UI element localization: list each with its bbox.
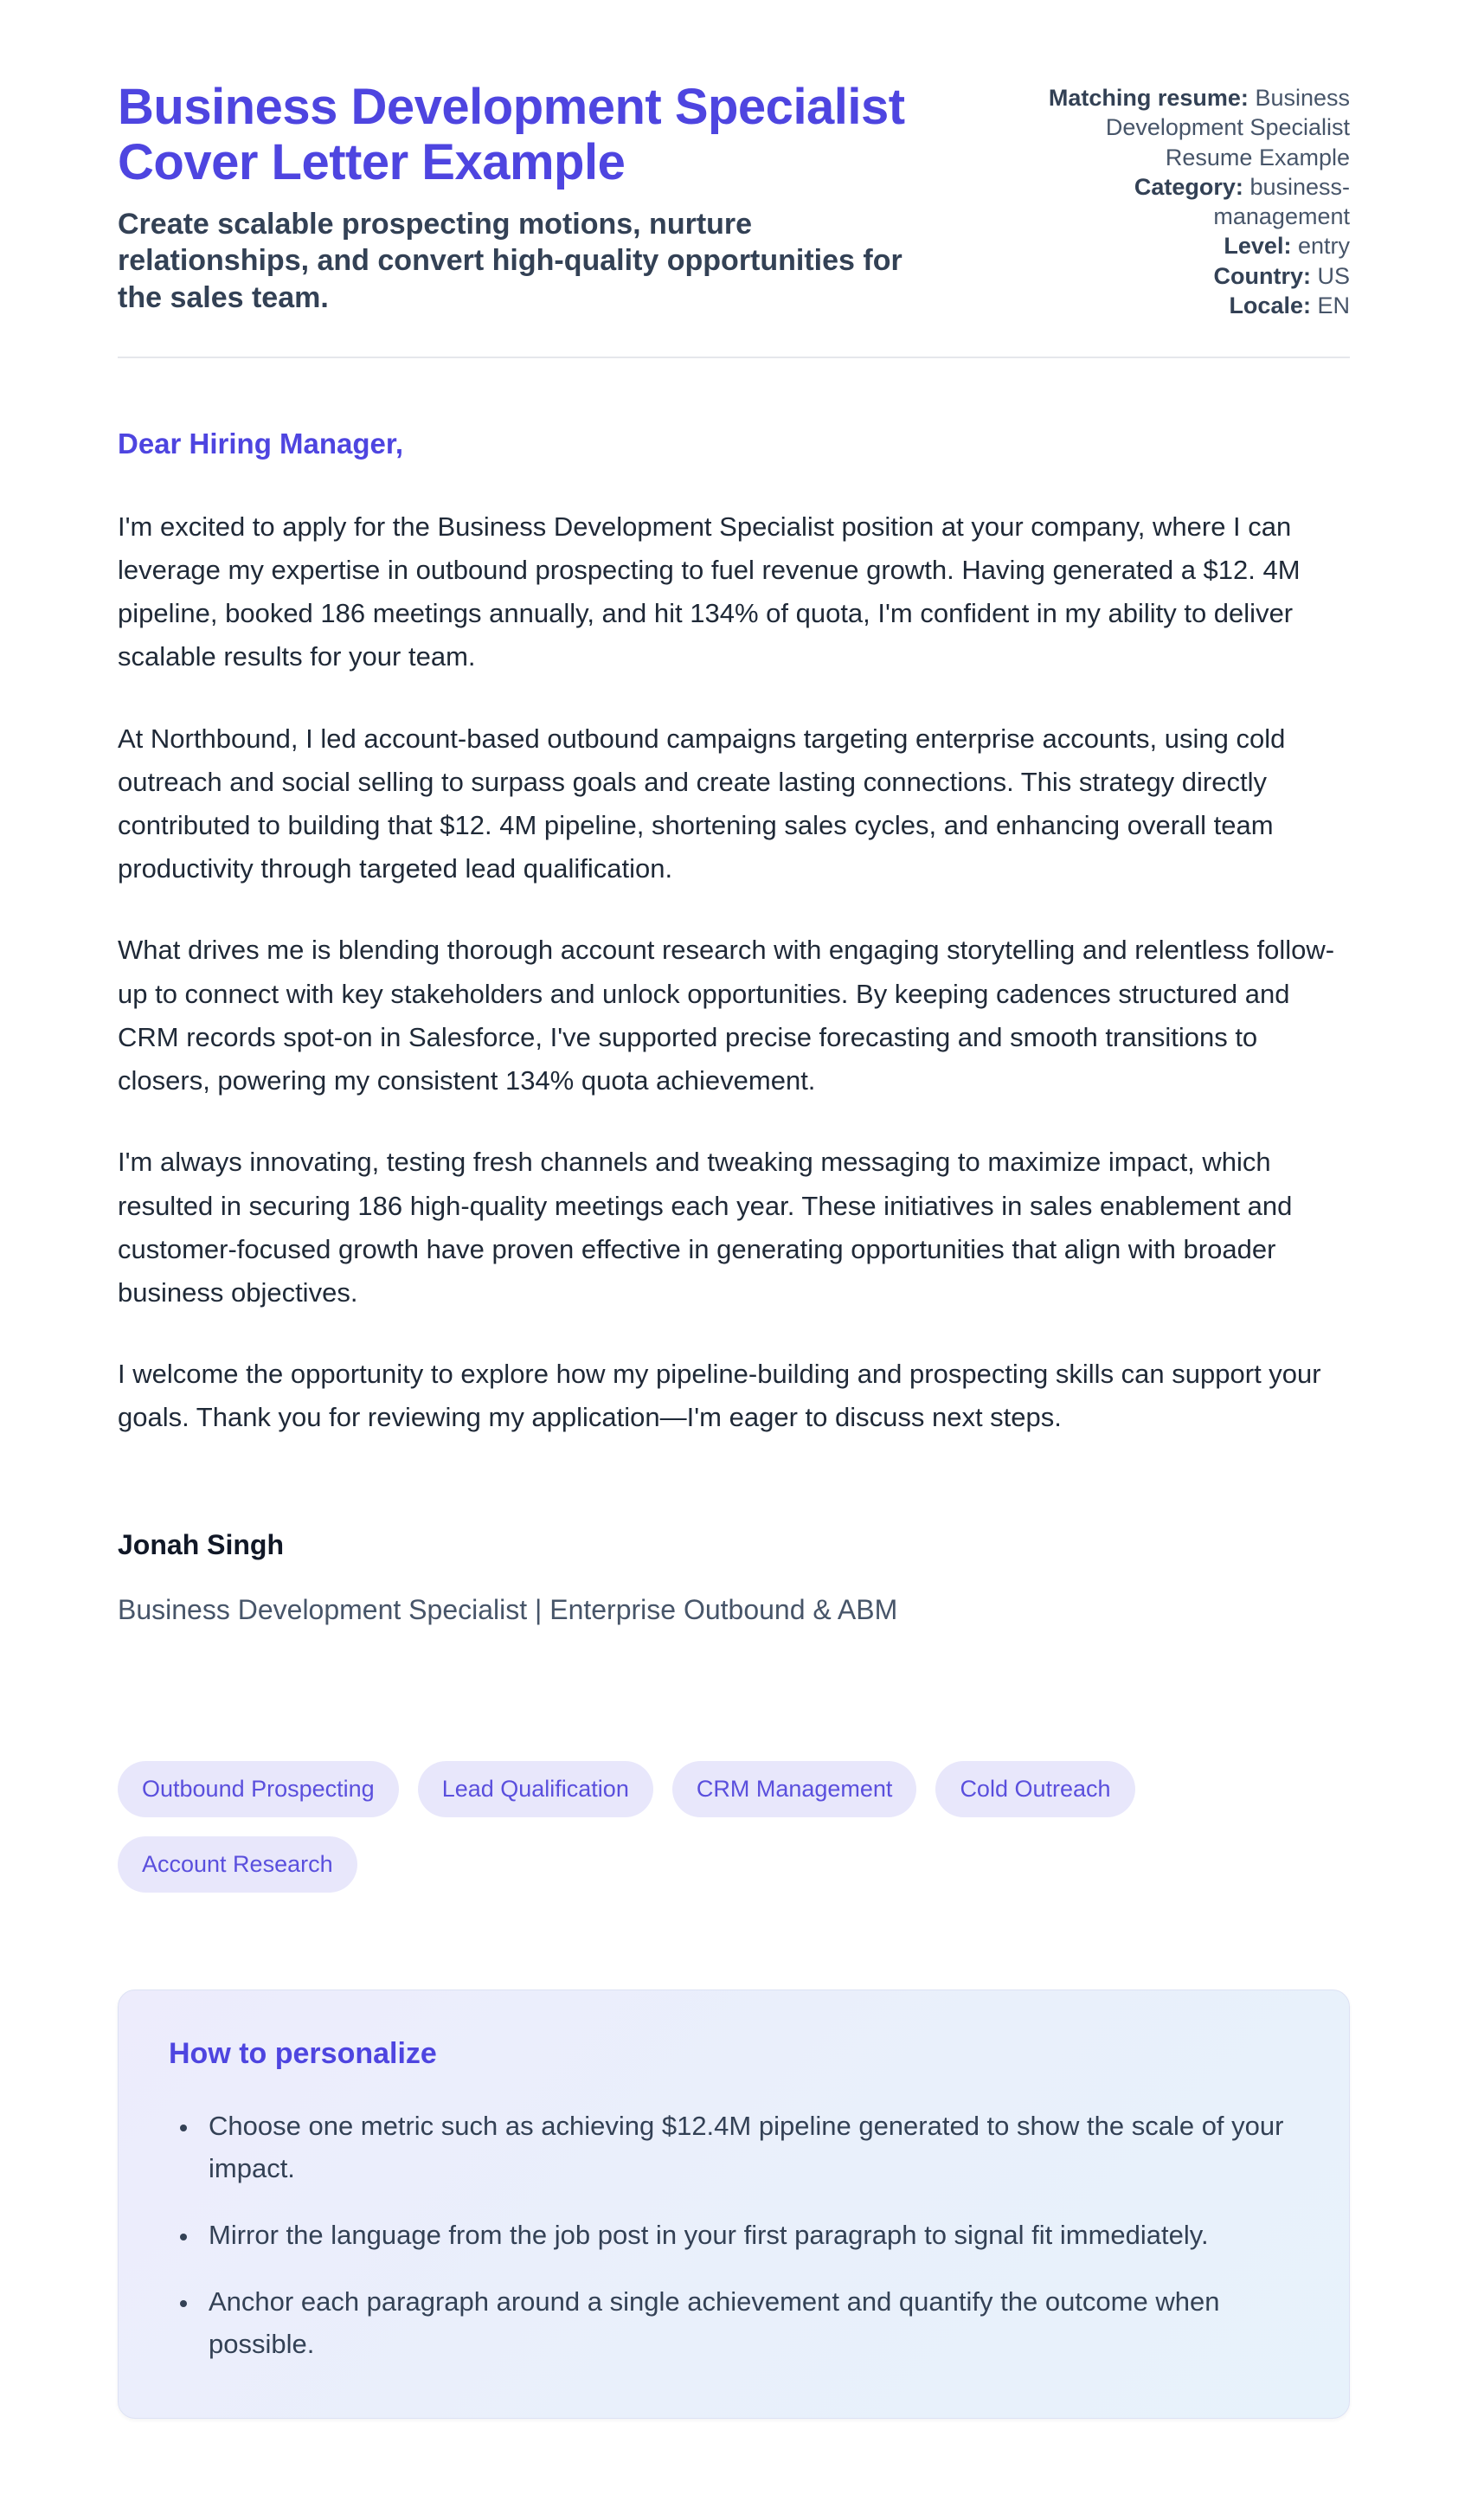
meta-label: Country: xyxy=(1213,262,1311,289)
personalize-tip-2: • Mirror the language from the job post in your first paragraph to signal fit immediately. xyxy=(200,2215,1301,2257)
personalize-title: How to personalize xyxy=(169,2037,437,2071)
header-title-block xyxy=(118,80,966,317)
letter-paragraph-3: What drives me is blending thorough account research with engaging storytelling and relentless follow-up to connect with key stakeholders and unlock opportunities. By keeping cadences structured and CRM records spot-on in Salesforce, I've supported precise forecasting and smooth transitions to closers, powering my consistent 134% quota achievement. xyxy=(118,935,1335,1096)
meta-value: Business Development Specialist Resume Example xyxy=(1105,85,1350,170)
meta-value: US xyxy=(1317,262,1350,289)
skill-tag-list xyxy=(118,1761,1350,1893)
skill-tag-account-research: Account Research xyxy=(118,1836,357,1893)
letter-paragraph-1: I'm excited to apply for the Business Development Specialist position at your company, where I can leverage my expertise in outbound prospecting to fuel revenue growth. Having generated a $12. 4M pipeline, booked 186 meetings annually, and hit 134% of quota, I'm confident in my ability to deliver scalable results for your team. xyxy=(118,511,1301,672)
signature-role: Business Development Specialist | Enterprise Outbound & ABM xyxy=(118,1594,898,1626)
salutation: Dear Hiring Manager, xyxy=(118,428,404,460)
skill-tag-outbound-prospecting: Outbound Prospecting xyxy=(118,1761,399,1817)
meta-label: Matching resume: xyxy=(1048,85,1249,111)
signature-name: Jonah Singh xyxy=(118,1528,284,1560)
skill-tag-crm-management: CRM Management xyxy=(672,1761,917,1817)
skill-tag-lead-qualification: Lead Qualification xyxy=(418,1761,653,1817)
page-title: Business Development Specialist Cover Letter Example xyxy=(118,79,905,190)
meta-label: Category: xyxy=(1134,173,1243,200)
meta-value: entry xyxy=(1297,233,1350,260)
meta-category xyxy=(1045,172,1350,232)
personalize-tip-1: • Choose one metric such as achieving $12.4M pipeline generated to show the scale of your impact. xyxy=(200,2105,1301,2190)
meta-locale xyxy=(1045,291,1350,320)
letter-paragraph-2: At Northbound, I led account-based outbound campaigns targeting enterprise accounts, using cold outreach and social selling to surpass goals and create lasting connections. This strategy directly contributed to building that $12. 4M pipeline, shortening sales cycles, and enhancing overall team productivity through targeted lead qualification. xyxy=(118,723,1286,884)
personalize-tip-3: • Anchor each paragraph around a single achievement and quantify the outcome when possible. xyxy=(200,2281,1301,2366)
meta-country xyxy=(1045,261,1350,291)
header xyxy=(118,80,1350,320)
skill-tag-cold-outreach: Cold Outreach xyxy=(935,1761,1134,1817)
personalize-tip-list xyxy=(169,2105,1301,2366)
meta-label: Level: xyxy=(1224,233,1292,260)
meta-matching-resume xyxy=(1045,83,1350,172)
meta-label: Locale: xyxy=(1229,292,1311,318)
cover-letter-body xyxy=(118,421,1350,1633)
letter-paragraph-5: I welcome the opportunity to explore how my pipeline-building and prospecting skills can support your goals. Thank you for reviewing my application—I'm eager to discuss next steps. xyxy=(118,1359,1321,1433)
meta-value: EN xyxy=(1317,292,1350,318)
letter-paragraph-4: I'm always innovating, testing fresh channels and tweaking messaging to maximize impact, which resulted in securing 186 high-quality meetings each year. These initiatives in sales enablement and customer-focused growth have proven effective in generating opportunities that align with broader business objectives. xyxy=(118,1147,1293,1308)
meta-value: business-management xyxy=(1213,173,1350,230)
page-subtitle: Create scalable prospecting motions, nurture relationships, and convert high-quality opportunities for the sales team. xyxy=(118,207,903,315)
header-divider xyxy=(118,357,1350,358)
personalize-box xyxy=(118,1990,1350,2419)
meta-level xyxy=(1045,231,1350,260)
meta-panel xyxy=(1045,80,1350,320)
